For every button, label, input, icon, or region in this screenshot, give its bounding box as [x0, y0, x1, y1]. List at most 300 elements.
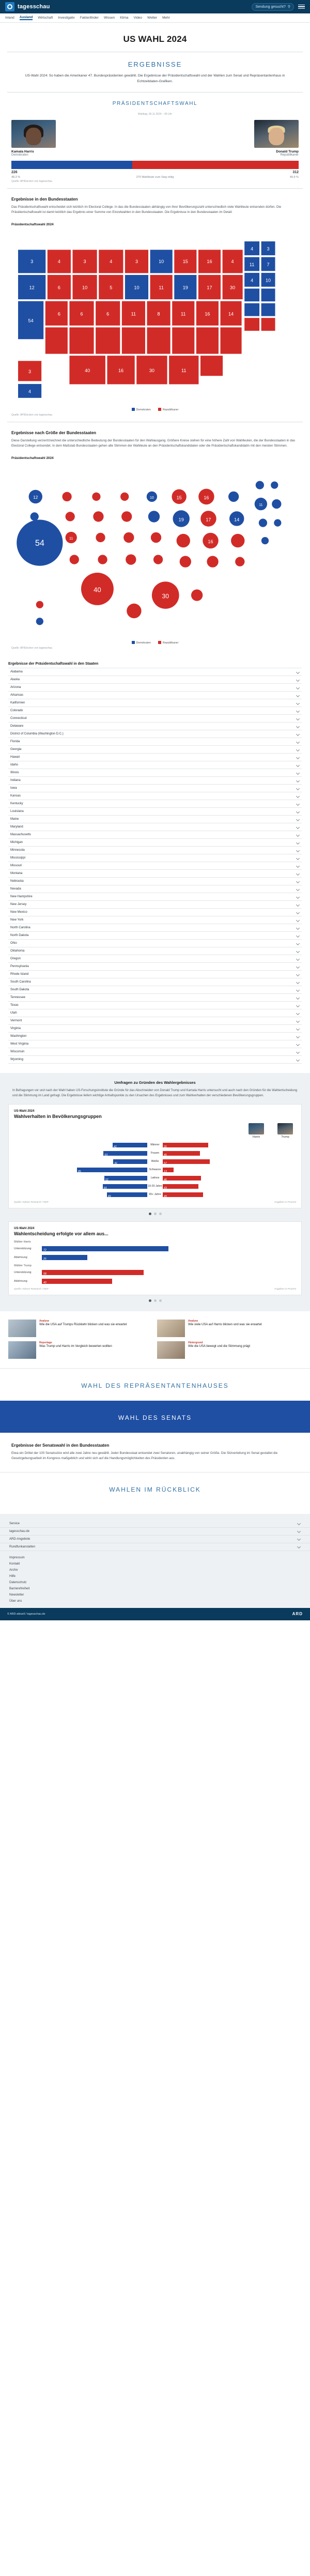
- bar-right: 45: [163, 1151, 296, 1156]
- state-accordion-item[interactable]: [8, 754, 302, 761]
- svg-text:17: 17: [207, 285, 212, 290]
- chevron-down-icon: [296, 1058, 300, 1062]
- state-label: Oklahoma: [10, 949, 25, 953]
- motivation-bar-row: [14, 1269, 296, 1276]
- top-header-bar: [0, 0, 310, 13]
- candidate-party: Demokraten: [11, 153, 28, 157]
- footer-link[interactable]: Kontakt: [9, 1562, 20, 1566]
- footer-accordion-item[interactable]: [0, 1543, 310, 1551]
- chevron-down-icon: [296, 849, 300, 852]
- bar-label: Schwarze: [149, 1168, 161, 1172]
- teaser-3[interactable]: [157, 1341, 302, 1359]
- chevron-down-icon: [296, 748, 300, 752]
- percent-dem: 48,3 %: [11, 175, 21, 179]
- state-label: Pennsylvania: [10, 965, 29, 969]
- footer-link[interactable]: Newsletter: [9, 1593, 24, 1597]
- teaser-title: Wie viele USA auf Harris blicken und was sie erwartet: [188, 1323, 262, 1326]
- percent-row: [11, 174, 299, 179]
- state-label: Maine: [10, 818, 19, 821]
- us-bubble-cartogram[interactable]: [0, 462, 310, 639]
- chevron-down-icon: [296, 911, 300, 914]
- chevron-down-icon: [296, 980, 300, 984]
- chevron-down-icon: [296, 864, 300, 868]
- state-accordion-item[interactable]: [8, 1056, 302, 1064]
- mini-photo-harris: [249, 1123, 264, 1134]
- nav-item-1[interactable]: Ausland: [19, 16, 33, 19]
- svg-text:10: 10: [82, 285, 88, 290]
- bar-left: 54: [14, 1184, 147, 1189]
- chevron-down-icon: [296, 756, 300, 759]
- nav-item-0[interactable]: Inland: [5, 16, 14, 20]
- bar-track: 58: [42, 1270, 296, 1275]
- state-label: Utah: [10, 1011, 17, 1015]
- card-kicker: US-Wahl 2024: [14, 1226, 35, 1230]
- state-accordion-item[interactable]: [8, 839, 302, 847]
- legend-dem: Demokraten: [132, 641, 151, 645]
- svg-text:6: 6: [80, 311, 83, 317]
- state-accordion-item[interactable]: [8, 916, 302, 924]
- bar-left: 53: [14, 1151, 147, 1156]
- bar-right: 55: [163, 1143, 296, 1147]
- survey-bar-row: [14, 1167, 296, 1173]
- svg-text:54: 54: [28, 318, 34, 324]
- bar-label: 65+ Jahre: [149, 1193, 161, 1197]
- footer-link[interactable]: Datenschutz: [9, 1581, 27, 1584]
- state-label: Louisiana: [10, 810, 24, 814]
- state-accordion-item[interactable]: [8, 831, 302, 839]
- bubble-block-title: Ergebnisse nach Größe der Bundesstaaten: [11, 430, 97, 435]
- footer-links: [0, 1551, 310, 1608]
- senate-banner: WAHL DES SENATS: [0, 1401, 310, 1433]
- state-accordion-item[interactable]: [8, 955, 302, 963]
- state-label: New Mexico: [10, 911, 27, 914]
- state-accordion-item[interactable]: [8, 940, 302, 947]
- state-label: Virginia: [10, 1027, 21, 1031]
- bar-label: Ablehnung: [14, 1279, 27, 1283]
- footer-bottom: [0, 1608, 310, 1620]
- svg-text:3: 3: [267, 246, 270, 252]
- svg-text:40: 40: [94, 586, 101, 594]
- bar-label: 18-29 Jahre: [148, 1185, 162, 1188]
- survey-heading: Umfragen zu Gründen des Wahlergebnisses: [114, 1080, 196, 1085]
- card-candidate-harris: [249, 1123, 264, 1139]
- svg-text:16: 16: [207, 258, 212, 264]
- state-label: South Dakota: [10, 988, 29, 992]
- us-state-map[interactable]: [0, 228, 310, 406]
- state-label: Tennessee: [10, 996, 26, 1000]
- svg-text:3: 3: [30, 258, 34, 264]
- teaser-2[interactable]: [8, 1341, 153, 1359]
- chevron-down-icon: [296, 949, 300, 953]
- svg-text:15: 15: [176, 495, 182, 500]
- state-label: New Jersey: [10, 903, 27, 907]
- candidate-photo-harris: [11, 120, 56, 148]
- svg-text:11: 11: [69, 536, 73, 541]
- chevron-down-icon: [296, 732, 300, 736]
- bar-left: 42: [14, 1143, 147, 1147]
- state-accordion-item[interactable]: [8, 785, 302, 792]
- card-source-row: [14, 1288, 296, 1291]
- state-accordion-item[interactable]: [8, 816, 302, 823]
- footer-link[interactable]: Impressum: [9, 1556, 25, 1559]
- motivation-bars-harris: [14, 1245, 296, 1261]
- group-label-2: Wähler Trump: [14, 1264, 32, 1267]
- group-label-1: Wähler Harris: [14, 1240, 31, 1244]
- svg-text:30: 30: [230, 285, 236, 290]
- svg-text:4: 4: [28, 389, 32, 394]
- svg-text:16: 16: [204, 495, 209, 500]
- bar-label: Frauen: [150, 1152, 160, 1155]
- state-accordion-item[interactable]: [8, 1009, 302, 1017]
- state-accordion-item[interactable]: [8, 847, 302, 854]
- us-map-svg: [8, 231, 302, 404]
- svg-text:10: 10: [159, 258, 164, 264]
- state-accordion-item[interactable]: [8, 893, 302, 901]
- state-accordion-item[interactable]: [8, 792, 302, 800]
- state-accordion-item[interactable]: [8, 963, 302, 971]
- svg-text:4: 4: [231, 258, 234, 264]
- card-source: Quelle: Edison Research / NEP: [14, 1287, 49, 1291]
- map-block-title: Ergebnisse in den Bundesstaaten: [11, 196, 78, 202]
- state-label: North Carolina: [10, 926, 30, 930]
- footer-link[interactable]: Hilfe: [9, 1574, 16, 1578]
- chevron-down-icon: [296, 841, 300, 845]
- page-title: US WAHL 2024: [123, 34, 187, 44]
- state-label: Michigan: [10, 841, 23, 845]
- state-accordion-item[interactable]: [8, 986, 302, 994]
- state-label: Rhode Island: [10, 973, 29, 976]
- bar-left: 49: [14, 1192, 147, 1197]
- state-label: Mississippi: [10, 856, 26, 860]
- state-label: Vermont: [10, 1019, 22, 1023]
- svg-text:6: 6: [106, 311, 110, 317]
- survey-card-motivation: [8, 1221, 302, 1295]
- candidate-photo-trump: [254, 120, 299, 148]
- teaser-0[interactable]: [8, 1320, 153, 1337]
- state-accordion-item[interactable]: [8, 885, 302, 893]
- state-accordion-item[interactable]: [8, 699, 302, 707]
- svg-text:6: 6: [57, 311, 60, 317]
- chevron-down-icon: [296, 903, 300, 907]
- chevron-down-icon: [296, 887, 300, 891]
- survey-section: [0, 1073, 310, 1311]
- electoral-bar-rep: [132, 161, 299, 169]
- chevron-down-icon: [296, 880, 300, 883]
- svg-text:7: 7: [267, 262, 270, 267]
- state-accordion-item[interactable]: [8, 932, 302, 940]
- senate-block-text: Etwa ein Drittel der 100 Senatssitze wird alle zwei Jahre neu gewählt. Jeder Bundesstaat entsendet zwei Senatoren, unabhängig von seiner Größe. Die Sitzverteilung im Senat gestaltet die Gesetzgebungsarbeit im Kongress maßgeblich und wirkt sich auf die Handlungsmöglichkeiten des Präsidenten aus.: [11, 1451, 278, 1461]
- state-accordion-item[interactable]: [8, 668, 302, 676]
- chevron-down-icon: [296, 725, 300, 728]
- chevron-down-icon: [296, 895, 300, 899]
- legend-dem: Demokraten: [132, 408, 151, 411]
- state-accordion-item[interactable]: [8, 800, 302, 808]
- nav-item-5[interactable]: Wissen: [103, 16, 115, 20]
- teaser-kicker: Reportage: [39, 1341, 52, 1344]
- motivation-bar-row: [14, 1278, 296, 1285]
- chevron-down-icon: [297, 1537, 301, 1541]
- svg-text:11: 11: [131, 311, 136, 317]
- footer-link[interactable]: Barrierefreiheit: [9, 1587, 30, 1590]
- state-label: Washington: [10, 1035, 27, 1038]
- chevron-down-icon: [296, 818, 300, 821]
- copyright: © ARD-aktuell / tagesschau.de: [7, 1612, 45, 1616]
- state-accordion-item[interactable]: [8, 947, 302, 955]
- brand[interactable]: [5, 2, 50, 11]
- card-unit: Angaben in Prozent: [274, 1201, 296, 1204]
- teaser-title: Wie die USA auf Trumps Rückkehr blicken und was sie erwartet: [39, 1323, 127, 1326]
- chevron-down-icon: [296, 717, 300, 720]
- footer-accordion: [0, 1520, 310, 1551]
- svg-text:3: 3: [83, 258, 86, 264]
- bubble-source: Quelle: AP/Election von tagesschau: [11, 647, 53, 650]
- state-accordion-item[interactable]: [8, 1040, 302, 1048]
- svg-text:4: 4: [251, 246, 254, 252]
- chevron-down-icon: [296, 810, 300, 814]
- svg-text:11: 11: [259, 502, 263, 507]
- svg-text:40: 40: [85, 367, 90, 373]
- svg-text:10: 10: [149, 495, 154, 500]
- card-unit: Angaben in Prozent: [274, 1287, 296, 1291]
- header-right: [252, 3, 305, 11]
- chevron-down-icon: [296, 926, 300, 930]
- state-label: Kansas: [10, 794, 21, 798]
- bar-label: Unterstützung: [14, 1270, 32, 1274]
- state-accordion-item[interactable]: [8, 1033, 302, 1040]
- chevron-down-icon: [296, 942, 300, 945]
- state-accordion-item[interactable]: [8, 707, 302, 715]
- search-placeholder: Sendung gesucht?: [255, 5, 286, 9]
- state-label: West Virginia: [10, 1042, 29, 1046]
- chevron-down-icon: [296, 1042, 300, 1046]
- bar-label: Latinos: [150, 1176, 160, 1180]
- state-accordion-item[interactable]: [8, 878, 302, 885]
- results-lead: US-Wahl 2024: So haben die Amerikaner 47. Bundespräsidenten gewählt. Die Ergebnisse der Präsidentschaftswahl und der Wahlen zum Senat und Repräsentantenhaus in Echtzeitdaten-Grafiken.: [25, 74, 285, 83]
- state-label: Illinois: [10, 771, 19, 775]
- nav-item-8[interactable]: Wetter: [147, 16, 158, 20]
- carousel-dots-2[interactable]: [0, 1295, 310, 1302]
- svg-text:11: 11: [181, 311, 186, 317]
- svg-text:4: 4: [57, 258, 60, 264]
- state-accordion-item[interactable]: [8, 823, 302, 831]
- footer-item-label: ARD-Angebote: [9, 1537, 30, 1541]
- state-accordion-item[interactable]: [8, 676, 302, 684]
- footer-accordion-item[interactable]: [0, 1520, 310, 1528]
- state-accordion-item[interactable]: [8, 1002, 302, 1009]
- svg-text:14: 14: [234, 517, 240, 523]
- teaser-1[interactable]: [157, 1320, 302, 1337]
- teaser-title: Wie die USA bewegt und die Stimmung prägt: [188, 1344, 251, 1348]
- state-accordion-item[interactable]: [8, 777, 302, 785]
- state-accordion-item[interactable]: [8, 1048, 302, 1056]
- state-label: Oregon: [10, 957, 21, 961]
- svg-text:11: 11: [159, 285, 164, 290]
- menu-icon[interactable]: [298, 5, 305, 9]
- state-label: Nevada: [10, 887, 21, 891]
- candidate-name: Kamala Harris: [11, 149, 34, 154]
- state-accordion-item[interactable]: [8, 862, 302, 870]
- states-accordion: [8, 668, 302, 1064]
- state-accordion-item[interactable]: [8, 761, 302, 769]
- chevron-down-icon: [296, 988, 300, 992]
- state-accordion-item[interactable]: [8, 715, 302, 723]
- survey-bar-row: [14, 1158, 296, 1165]
- svg-text:54: 54: [35, 538, 44, 548]
- state-accordion-item[interactable]: [8, 1017, 302, 1025]
- state-label: Wyoming: [10, 1058, 23, 1062]
- bar-right: 57: [163, 1159, 296, 1164]
- candidates-row: [0, 118, 310, 157]
- state-label: Nebraska: [10, 880, 24, 883]
- state-accordion-item[interactable]: [8, 684, 302, 692]
- state-label: Wisconsin: [10, 1050, 25, 1054]
- state-accordion-item[interactable]: [8, 854, 302, 862]
- svg-text:14: 14: [228, 311, 234, 317]
- electoral-numbers: [11, 169, 299, 174]
- state-label: Maryland: [10, 825, 23, 829]
- state-label: New Hampshire: [10, 895, 33, 899]
- senate-block-title: Ergebnisse der Senatswahl in den Bundesstaaten: [11, 1443, 110, 1448]
- map-source: Quelle: AP/Election von tagesschau: [11, 413, 53, 417]
- presidential-caption: Wahltag: 05.11.2024 – 06 Uhr: [137, 112, 173, 116]
- state-label: North Dakota: [10, 934, 29, 938]
- tagesschau-logo-icon: [5, 2, 14, 11]
- state-label: Texas: [10, 1004, 19, 1007]
- state-label: Montana: [10, 872, 23, 876]
- bubble-block-text: Diese Darstellung verzerrt/zeichnet die unterschiedliche Bedeutung der Bundesstaaten für den Wahlausgang. Größere Kreise stehen für eine höhere Zahl von Wahlleuten, die der Bundesstaaten in das Electoral College entsendet. In dem Maßstab Bundesstaaten gehen alle Stimmen der Wahlleute an den Präsidentschaftskandidaten oder die Präsidentschaftskandidatin mit den meisten Stimmen.: [11, 438, 296, 448]
- chevron-down-icon: [296, 965, 300, 969]
- footer-link[interactable]: Über uns: [9, 1599, 22, 1603]
- state-accordion-item[interactable]: [8, 994, 302, 1002]
- chevron-down-icon: [296, 918, 300, 922]
- electoral-bar: [11, 161, 299, 169]
- svg-text:4: 4: [251, 278, 254, 283]
- survey-bar-row: [14, 1142, 296, 1148]
- footer-accordion-item[interactable]: [0, 1536, 310, 1543]
- state-accordion-item[interactable]: [8, 769, 302, 777]
- state-accordion-item[interactable]: [8, 924, 302, 932]
- nav-item-7[interactable]: Video: [133, 16, 143, 20]
- main-navigation: [0, 13, 310, 23]
- chevron-down-icon: [296, 856, 300, 860]
- state-accordion-item[interactable]: [8, 730, 302, 738]
- chevron-down-icon: [296, 678, 300, 682]
- svg-text:8: 8: [157, 311, 160, 317]
- state-accordion-item[interactable]: [8, 808, 302, 816]
- teaser-kicker: Analyse: [188, 1319, 198, 1323]
- footer-accordion-item[interactable]: [0, 1528, 310, 1536]
- state-label: Iowa: [10, 787, 17, 790]
- chevron-down-icon: [296, 771, 300, 775]
- chevron-down-icon: [296, 686, 300, 689]
- teaser-row-2: [0, 1341, 310, 1363]
- ard-logo: ARD: [292, 1612, 303, 1617]
- teaser-title: Was Trump und Harris im Vergleich bewerten wollten: [39, 1344, 112, 1348]
- search-icon: ⚲: [287, 5, 290, 9]
- legend-rep: Republikaner: [158, 641, 179, 645]
- chevron-down-icon: [297, 1529, 301, 1533]
- card-kicker: US-Wahl 2024: [14, 1109, 35, 1113]
- electoral-bar-wrap: [0, 157, 310, 179]
- motivation-bar-row: [14, 1254, 296, 1261]
- footer-item-label: Rundfunkanstalten: [9, 1545, 36, 1548]
- nav-item-4[interactable]: Faktenfinder: [80, 16, 99, 20]
- electors-dem: 226: [11, 170, 18, 174]
- state-accordion-item[interactable]: [8, 978, 302, 986]
- svg-text:17: 17: [206, 517, 211, 523]
- candidate-trump: [254, 120, 299, 157]
- states-accordion-title: Ergebnisse der Präsidentschaftswahl in den Staaten: [8, 662, 99, 666]
- state-accordion-item[interactable]: [8, 971, 302, 978]
- nav-item-9[interactable]: Mehr: [162, 16, 170, 20]
- carousel-dots[interactable]: [0, 1208, 310, 1215]
- nav-item-2[interactable]: Wirtschaft: [38, 16, 53, 20]
- chevron-down-icon: [296, 1004, 300, 1007]
- state-label: Massachusetts: [10, 833, 32, 837]
- bar-left: 85: [14, 1168, 147, 1172]
- svg-text:19: 19: [182, 285, 188, 290]
- state-accordion-item[interactable]: [8, 901, 302, 909]
- group-bars: [14, 1142, 296, 1198]
- footer-item-label: Service: [9, 1522, 20, 1525]
- svg-text:16: 16: [118, 367, 124, 373]
- svg-text:16: 16: [205, 311, 210, 317]
- search-input[interactable]: [252, 3, 294, 11]
- teaser-kicker: Hintergrund: [188, 1341, 203, 1344]
- state-accordion-item[interactable]: [8, 870, 302, 878]
- nav-item-6[interactable]: Klima: [120, 16, 129, 20]
- state-accordion-item[interactable]: [8, 746, 302, 754]
- bar-label: Weiße: [151, 1160, 159, 1163]
- svg-text:15: 15: [182, 258, 188, 264]
- chevron-down-icon: [296, 934, 300, 938]
- svg-text:19: 19: [178, 517, 184, 523]
- chevron-down-icon: [296, 973, 300, 976]
- bubble-legend: [0, 639, 310, 646]
- survey-bar-row: [14, 1150, 296, 1157]
- svg-text:11: 11: [249, 262, 255, 267]
- bar-right: 43: [163, 1184, 296, 1189]
- state-accordion-item[interactable]: [8, 692, 302, 699]
- svg-text:11: 11: [181, 367, 187, 373]
- bubble-svg: [8, 464, 302, 637]
- motivation-bars-trump: [14, 1269, 296, 1285]
- state-accordion-item[interactable]: [8, 738, 302, 746]
- chevron-down-icon: [296, 1035, 300, 1038]
- state-label: Colorado: [10, 709, 23, 713]
- electoral-bar-dem: [11, 161, 132, 169]
- state-accordion-item[interactable]: [8, 909, 302, 916]
- mini-photo-trump: [277, 1123, 293, 1134]
- state-label: Connecticut: [10, 717, 27, 720]
- state-accordion-item[interactable]: [8, 723, 302, 730]
- bar-label: Unterstützung: [14, 1247, 32, 1250]
- nav-item-3[interactable]: Investigativ: [58, 16, 75, 20]
- state-accordion-item[interactable]: [8, 1025, 302, 1033]
- svg-text:30: 30: [162, 592, 169, 600]
- chevron-down-icon: [296, 1019, 300, 1023]
- footer-link[interactable]: Archiv: [9, 1568, 18, 1572]
- state-label: Idaho: [10, 763, 19, 767]
- state-label: Indiana: [10, 779, 21, 783]
- chevron-down-icon: [296, 1011, 300, 1015]
- teaser-thumbnail: [157, 1320, 185, 1337]
- state-label: Minnesota: [10, 849, 25, 852]
- svg-text:5: 5: [110, 285, 113, 290]
- chevron-down-icon: [296, 802, 300, 806]
- teaser-row-1: [0, 1311, 310, 1341]
- svg-text:3: 3: [28, 369, 32, 374]
